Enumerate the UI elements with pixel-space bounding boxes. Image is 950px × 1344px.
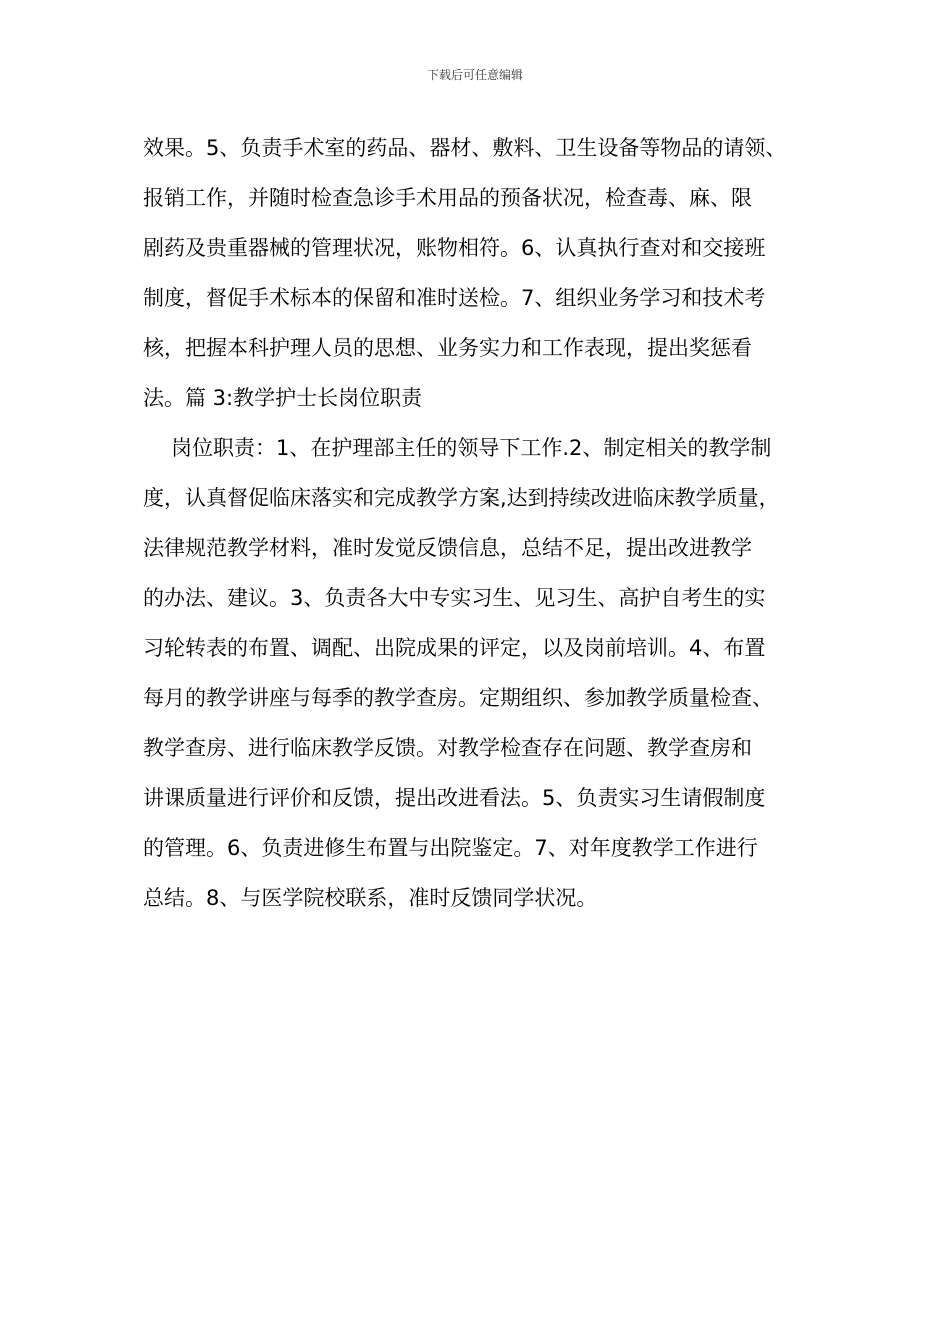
text-line: 教学查房、进行临床教学反馈。对教学检查存在问题、教学查房和 bbox=[143, 736, 752, 760]
text-line: 的办法、建议。3、负责各大中专实习生、见习生、高护自考生的实 bbox=[143, 586, 766, 610]
text-line: 制度，督促手术标本的保留和准时送检。7、组织业务学习和技术考 bbox=[143, 286, 766, 310]
section-heading-line: 法。篇 3:教学护士长岗位职责 bbox=[143, 386, 423, 410]
text-line: 讲课质量进行评价和反馈，提出改进看法。5、负责实习生请假制度 bbox=[143, 786, 766, 810]
paragraph-first-line: 岗位职责：1、在护理部主任的领导下工作.2、制定相关的教学制 bbox=[171, 436, 772, 460]
document-body bbox=[143, 128, 833, 928]
text-line: 的管理。6、负责进修生布置与出院鉴定。7、对年度教学工作进行 bbox=[143, 836, 758, 860]
text-line: 报销工作，并随时检查急诊手术用品的预备状况，检查毒、麻、限 bbox=[143, 186, 752, 210]
page-header: 下载后可任意编辑 bbox=[426, 68, 523, 82]
text-line: 总结。8、与医学院校联系，准时反馈同学状况。 bbox=[143, 886, 598, 910]
text-line: 剧药及贵重器械的管理状况，账物相符。6、认真执行查对和交接班 bbox=[143, 236, 766, 260]
text-line: 法律规范教学材料，准时发觉反馈信息，总结不足，提出改进教学 bbox=[143, 536, 752, 560]
text-line: 核，把握本科护理人员的思想、业务实力和工作表现，提出奖惩看 bbox=[143, 336, 752, 360]
text-line: 习轮转表的布置、调配、出院成果的评定，以及岗前培训。4、布置 bbox=[143, 636, 766, 660]
text-line: 每月的教学讲座与每季的教学查房。定期组织、参加教学质量检查、 bbox=[143, 686, 773, 710]
text-line: 度，认真督促临床落实和完成教学方案,达到持续改进临床教学质量， bbox=[143, 486, 780, 510]
text-line: 效果。5、负责手术室的药品、器材、敷料、卫生设备等物品的请领、 bbox=[143, 136, 787, 160]
